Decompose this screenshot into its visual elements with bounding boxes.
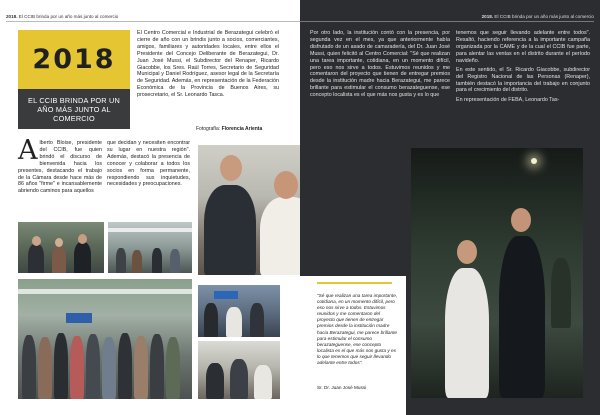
person-figure bbox=[166, 337, 180, 399]
article-year: 2018 bbox=[32, 44, 116, 75]
person-figure bbox=[551, 258, 571, 328]
person-head bbox=[274, 171, 298, 199]
header-page-label: 2018. bbox=[6, 14, 18, 19]
person-figure bbox=[28, 244, 44, 273]
person-figure bbox=[134, 336, 148, 399]
event-photo-speaker bbox=[18, 222, 104, 273]
person-head bbox=[55, 238, 63, 247]
ceiling-light bbox=[18, 289, 192, 294]
body-column-1-text: lberto Bloise, presidente del CCIB, fue quien brindó el discurso de bienvenida hacia los presentes, destacando el trabajo de la Cámara desde hace más de 86 años "firme" e incansablemente abriendo caminos para aquellos bbox=[18, 140, 102, 195]
person-figure bbox=[70, 336, 84, 399]
photo-credit-label: Fotografía: bbox=[196, 126, 221, 132]
person-figure bbox=[132, 250, 142, 273]
person-figure bbox=[204, 185, 256, 275]
person-head bbox=[511, 208, 531, 232]
person-figure bbox=[260, 197, 300, 275]
page-header-right bbox=[482, 14, 594, 19]
header-section-title: El CCIB brinda por un año más junto al comercio bbox=[18, 14, 119, 19]
body-column-3: Por otro lado, la institución contó con la presencia, por segunda vez en el mes, ya que anteriormente había disfrutado de un asado de camaradería, del Dr. Juan José Mussi, quien felicitó al Centro Comercial: "Sé que realizan una tarea importante, cotidiana, en un momento difícil, pero eso nos sirve a todos. Estuvimos reunidos y me comentaron del proyecto que tienen de entregar premios desde la institución madre hacia Berazategui, me parece brillante para estimular el consumo berazateguense, ese concepto localista es el que más nos gusta y es lo que bbox=[310, 30, 450, 99]
body-column-4 bbox=[456, 30, 590, 106]
person-figure bbox=[102, 337, 116, 399]
person-figure bbox=[152, 248, 162, 273]
person-figure bbox=[499, 236, 545, 398]
photo-credit-name: Florencia Arienta bbox=[221, 126, 263, 132]
person-figure bbox=[22, 335, 36, 399]
article-title: EL CCIB BRINDA POR UN AÑO MÁS JUNTO AL COMERCIO bbox=[28, 95, 120, 123]
person-figure bbox=[52, 246, 66, 273]
body-column-1 bbox=[18, 135, 102, 195]
street-light bbox=[531, 158, 537, 164]
person-figure bbox=[250, 303, 264, 337]
pull-quote: "Sé que realizan una tarea importante, cotidiana, en un momento difícil, pero eso nos sirve a todos. Estuvimos reunidos y me comentaron del proyecto que tienen de entregar premios desde la institución madre hacia Berazategui, me parece brillante para estimular el consumo berazateguense, ese concepto localista es el que más nos gusta y es lo que tenemos que seguir llevando adelante entre todos". bbox=[317, 293, 398, 366]
group-photo bbox=[18, 279, 192, 399]
event-photo-room bbox=[108, 222, 192, 273]
person-head bbox=[220, 155, 242, 181]
person-figure bbox=[230, 359, 248, 399]
title-box bbox=[18, 89, 130, 129]
header-section-title: El CCIB brinda por un año más junto al comercio bbox=[494, 14, 594, 19]
intro-paragraph: El Centro Comercial e Industrial de Berazategui celebró el cierre de año con un brindis junto a socios, comerciantes, amigos, familiares y autoridades locales, entre ellos el Presidente del Concejo Deliberante de Berazategui, Dr. Juan José Mussi, el Subdirector del Renaper, Ricardo Giacobbe, los Sres. Raúl Torres, Secretario de Seguridad Municipal y Daniel Rodríguez, asesor legal de la Secretaría de Seguridad. Además, en representación de la Federación Económica de la Provincia de Buenos Aires, su prosecretario, el Sr. Leonardo Tasca. bbox=[137, 30, 279, 99]
person-figure bbox=[226, 307, 242, 337]
person-figure bbox=[74, 242, 91, 273]
person-figure bbox=[38, 337, 52, 399]
header-page-label: 2018. bbox=[481, 14, 494, 19]
person-figure bbox=[86, 334, 100, 399]
event-photo-guests bbox=[198, 341, 280, 399]
header-rule bbox=[300, 21, 594, 22]
person-figure bbox=[204, 303, 218, 337]
person-figure bbox=[116, 248, 126, 273]
year-box bbox=[18, 30, 130, 89]
person-head bbox=[78, 234, 87, 244]
person-figure bbox=[150, 334, 164, 399]
ceiling-light bbox=[108, 228, 192, 232]
person-figure bbox=[254, 365, 272, 399]
person-figure bbox=[206, 363, 224, 399]
header-rule bbox=[6, 21, 300, 22]
person-head bbox=[457, 240, 477, 264]
person-figure bbox=[118, 333, 132, 399]
quote-author: Sr. Dr. Juan José Mussi bbox=[317, 385, 367, 390]
quote-accent-rule bbox=[317, 282, 392, 284]
body-paragraph: En este sentido, el Sr. Ricardo Giacobbe, subdirector del Registro Nacional de las Personas (Renaper), también destacó la importancia del trabajo en conjunto para el crecimiento del distrito. bbox=[456, 66, 590, 94]
person-figure bbox=[445, 268, 489, 398]
drop-cap: A bbox=[18, 135, 38, 166]
featured-photo bbox=[198, 145, 300, 275]
body-paragraph: tenemos que seguir llevando adelante entre todos". Resaltó, haciendo referencia a la importante campaña organizada por la CAME y de la cual el CCIB fue parte, para alentar las ventas en el distrito durante el período navideño. bbox=[456, 30, 590, 64]
event-photo-podium bbox=[198, 285, 280, 337]
night-photo-handshake bbox=[411, 148, 583, 398]
body-paragraph: En representación de FEBA, Leonardo Tas- bbox=[456, 96, 560, 103]
body-column-2: que decidan y necesiten encontrar su lugar en nuestra región". Además, destacó la presencia de conocer y colaborar a todos los socios en forma permanente, respondiendo sus inquietudes, necesidades y preocupaciones. bbox=[107, 140, 190, 188]
person-figure bbox=[54, 333, 68, 399]
person-head bbox=[32, 236, 41, 246]
photo-credit bbox=[196, 126, 262, 132]
banner bbox=[66, 313, 92, 323]
page-header-left bbox=[6, 14, 118, 19]
person-figure bbox=[170, 249, 180, 273]
banner bbox=[214, 291, 238, 299]
